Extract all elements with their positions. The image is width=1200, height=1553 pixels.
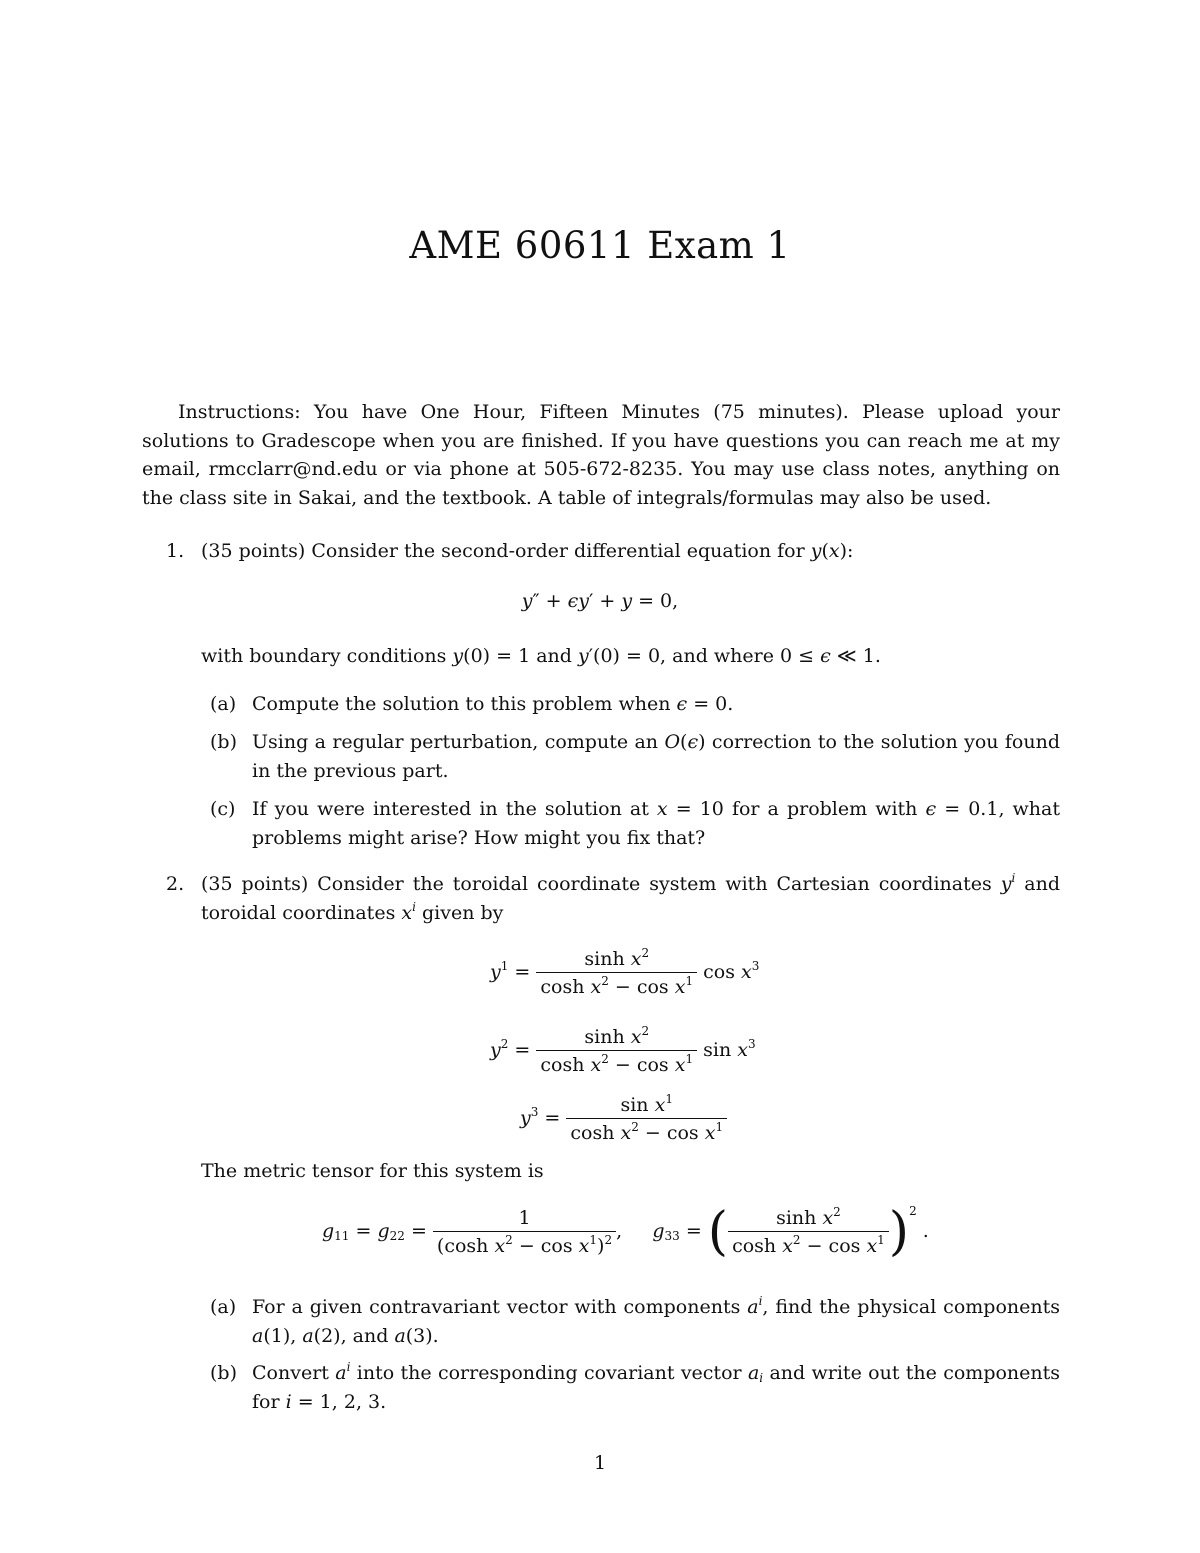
y1-fraction: $\frac{\sinh x^2}{\cosh x^2 - \cos x^1}$ <box>536 948 697 998</box>
q1-part-b-label: (b) <box>210 731 237 753</box>
equation-y3: $y^3$ = $\frac{\sin x^1}{\cosh x^2 - \cos x^1}$ <box>520 1094 727 1144</box>
page-title: AME 60611 Exam 1 <box>409 224 791 267</box>
q1-part-a-text: Compute the solution to this problem when ϵ = 0. <box>252 693 734 715</box>
question-1-boundary: with boundary conditions y(0) = 1 and y′(0) = 0, and where 0 ≤ ϵ ≪ 1. <box>201 645 881 667</box>
g11-fraction: $\frac{1}{(\cosh x^2 - \cos x^1)^2}$ <box>433 1207 616 1257</box>
question-1-number: 1. <box>166 540 185 562</box>
q2-part-b-mid: into the corresponding covariant vector <box>356 1362 742 1384</box>
q2-part-b-post: and write out the components for <box>252 1362 1061 1413</box>
question-1-intro: (35 points) Consider the second-order differential equation for y(x): <box>201 540 854 562</box>
q2-part-a-label: (a) <box>210 1296 237 1318</box>
boundary-where: , and where <box>660 645 774 667</box>
equation-y2: $y^2$ = $\frac{\sinh x^2}{\cosh x^2 - \cos x^1}$ $\sin x^3$ <box>490 1024 756 1076</box>
question-2-number: 2. <box>166 873 185 895</box>
q2-intro-and: and toroidal coordinates <box>201 873 1060 924</box>
q1-part-c-post: , what problems might arise? How might you fix that? <box>252 798 1061 849</box>
q2-part-b-label: (b) <box>210 1362 237 1384</box>
q1-part-b-text: Using a regular perturbation, compute an O(ϵ) correction to the solution you found in the previous part. <box>252 731 1061 782</box>
q2-part-b-text: Convert $a^i$ into the corresponding covariant vector $a_i$ and write out the components for i = 1, 2, 3. <box>252 1360 1061 1413</box>
q1-part-c-mid: for a problem with <box>731 798 918 820</box>
boundary-prefix: with boundary conditions <box>201 645 447 667</box>
q1-part-a-body: Compute the solution to this problem when <box>252 693 671 715</box>
q2-intro-pre: (35 points) Consider the toroidal coordinate system with Cartesian coordinates <box>201 873 992 895</box>
metric-text: The metric tensor for this system is <box>201 1160 544 1182</box>
equation-metric-tensor: $g_{11} = g_{22}$ = $\frac{1}{(\cosh x^2 - \cos x^1)^2}$ , $g_{33}$ = ( $\frac{\sinh x^2}{\cosh x^2 - \cos x^1}$ )$^2$ . <box>322 1202 929 1262</box>
q2-part-b-pre: Convert <box>252 1362 329 1384</box>
equation-y1: $y^1$ = $\frac{\sinh x^2}{\cosh x^2 - \cos x^1}$ $\cos x^3$ <box>490 946 760 998</box>
q1-part-b-post: correction to the solution you found in the previous part. <box>252 731 1061 782</box>
q2-part-a-pre: For a given contravariant vector with components <box>252 1296 741 1318</box>
boundary-and: and <box>536 645 572 667</box>
q1-part-b-pre: Using a regular perturbation, compute an <box>252 731 659 753</box>
q2-intro-post: given by <box>421 901 504 924</box>
q1-part-c-pre: If you were interested in the solution at <box>252 798 649 820</box>
q1-part-c-label: (c) <box>210 798 236 820</box>
q1-part-c-text: If you were interested in the solution at x = 10 for a problem with ϵ = 0.1, what problems might arise? How might you fix that? <box>252 798 1061 849</box>
y3-fraction: $\frac{\sin x^1}{\cosh x^2 - \cos x^1}$ <box>566 1094 727 1144</box>
g33-fraction: $\frac{\sinh x^2}{\cosh x^2 - \cos x^1}$ <box>728 1207 889 1257</box>
page-number: 1 <box>593 1452 607 1474</box>
y2-fraction: $\frac{\sinh x^2}{\cosh x^2 - \cos x^1}$ <box>536 1026 697 1076</box>
q2-part-a-post: , and <box>340 1324 389 1347</box>
question-2-intro: (35 points) Consider the toroidal coordinate system with Cartesian coordinates $y^i$ and toroidal coordinates $x^i$ given by <box>201 871 1060 924</box>
q2-part-a-text: For a given contravariant vector with components $a^i$, find the physical components a(1), a(2), and a(3). <box>252 1294 1060 1347</box>
q1-part-a-label: (a) <box>210 693 237 715</box>
question-1-intro-text: (35 points) Consider the second-order differential equation for <box>201 540 805 562</box>
instructions-paragraph: Instructions: You have One Hour, Fifteen Minutes (75 minutes). Please upload your solutions to Gradescope when you are finished. If you have questions you can reach me at my email, rmcclarr@nd.edu or via phone at 505-672-8235. You may use class notes, anything on the class site in Sakai, and the textbook. A table of integrals/formulas may also be used. <box>142 401 1060 509</box>
q2-part-a-mid: , find the physical components <box>762 1296 1060 1318</box>
question-1-equation: y″ + ϵy′ + y = 0, <box>521 590 679 612</box>
